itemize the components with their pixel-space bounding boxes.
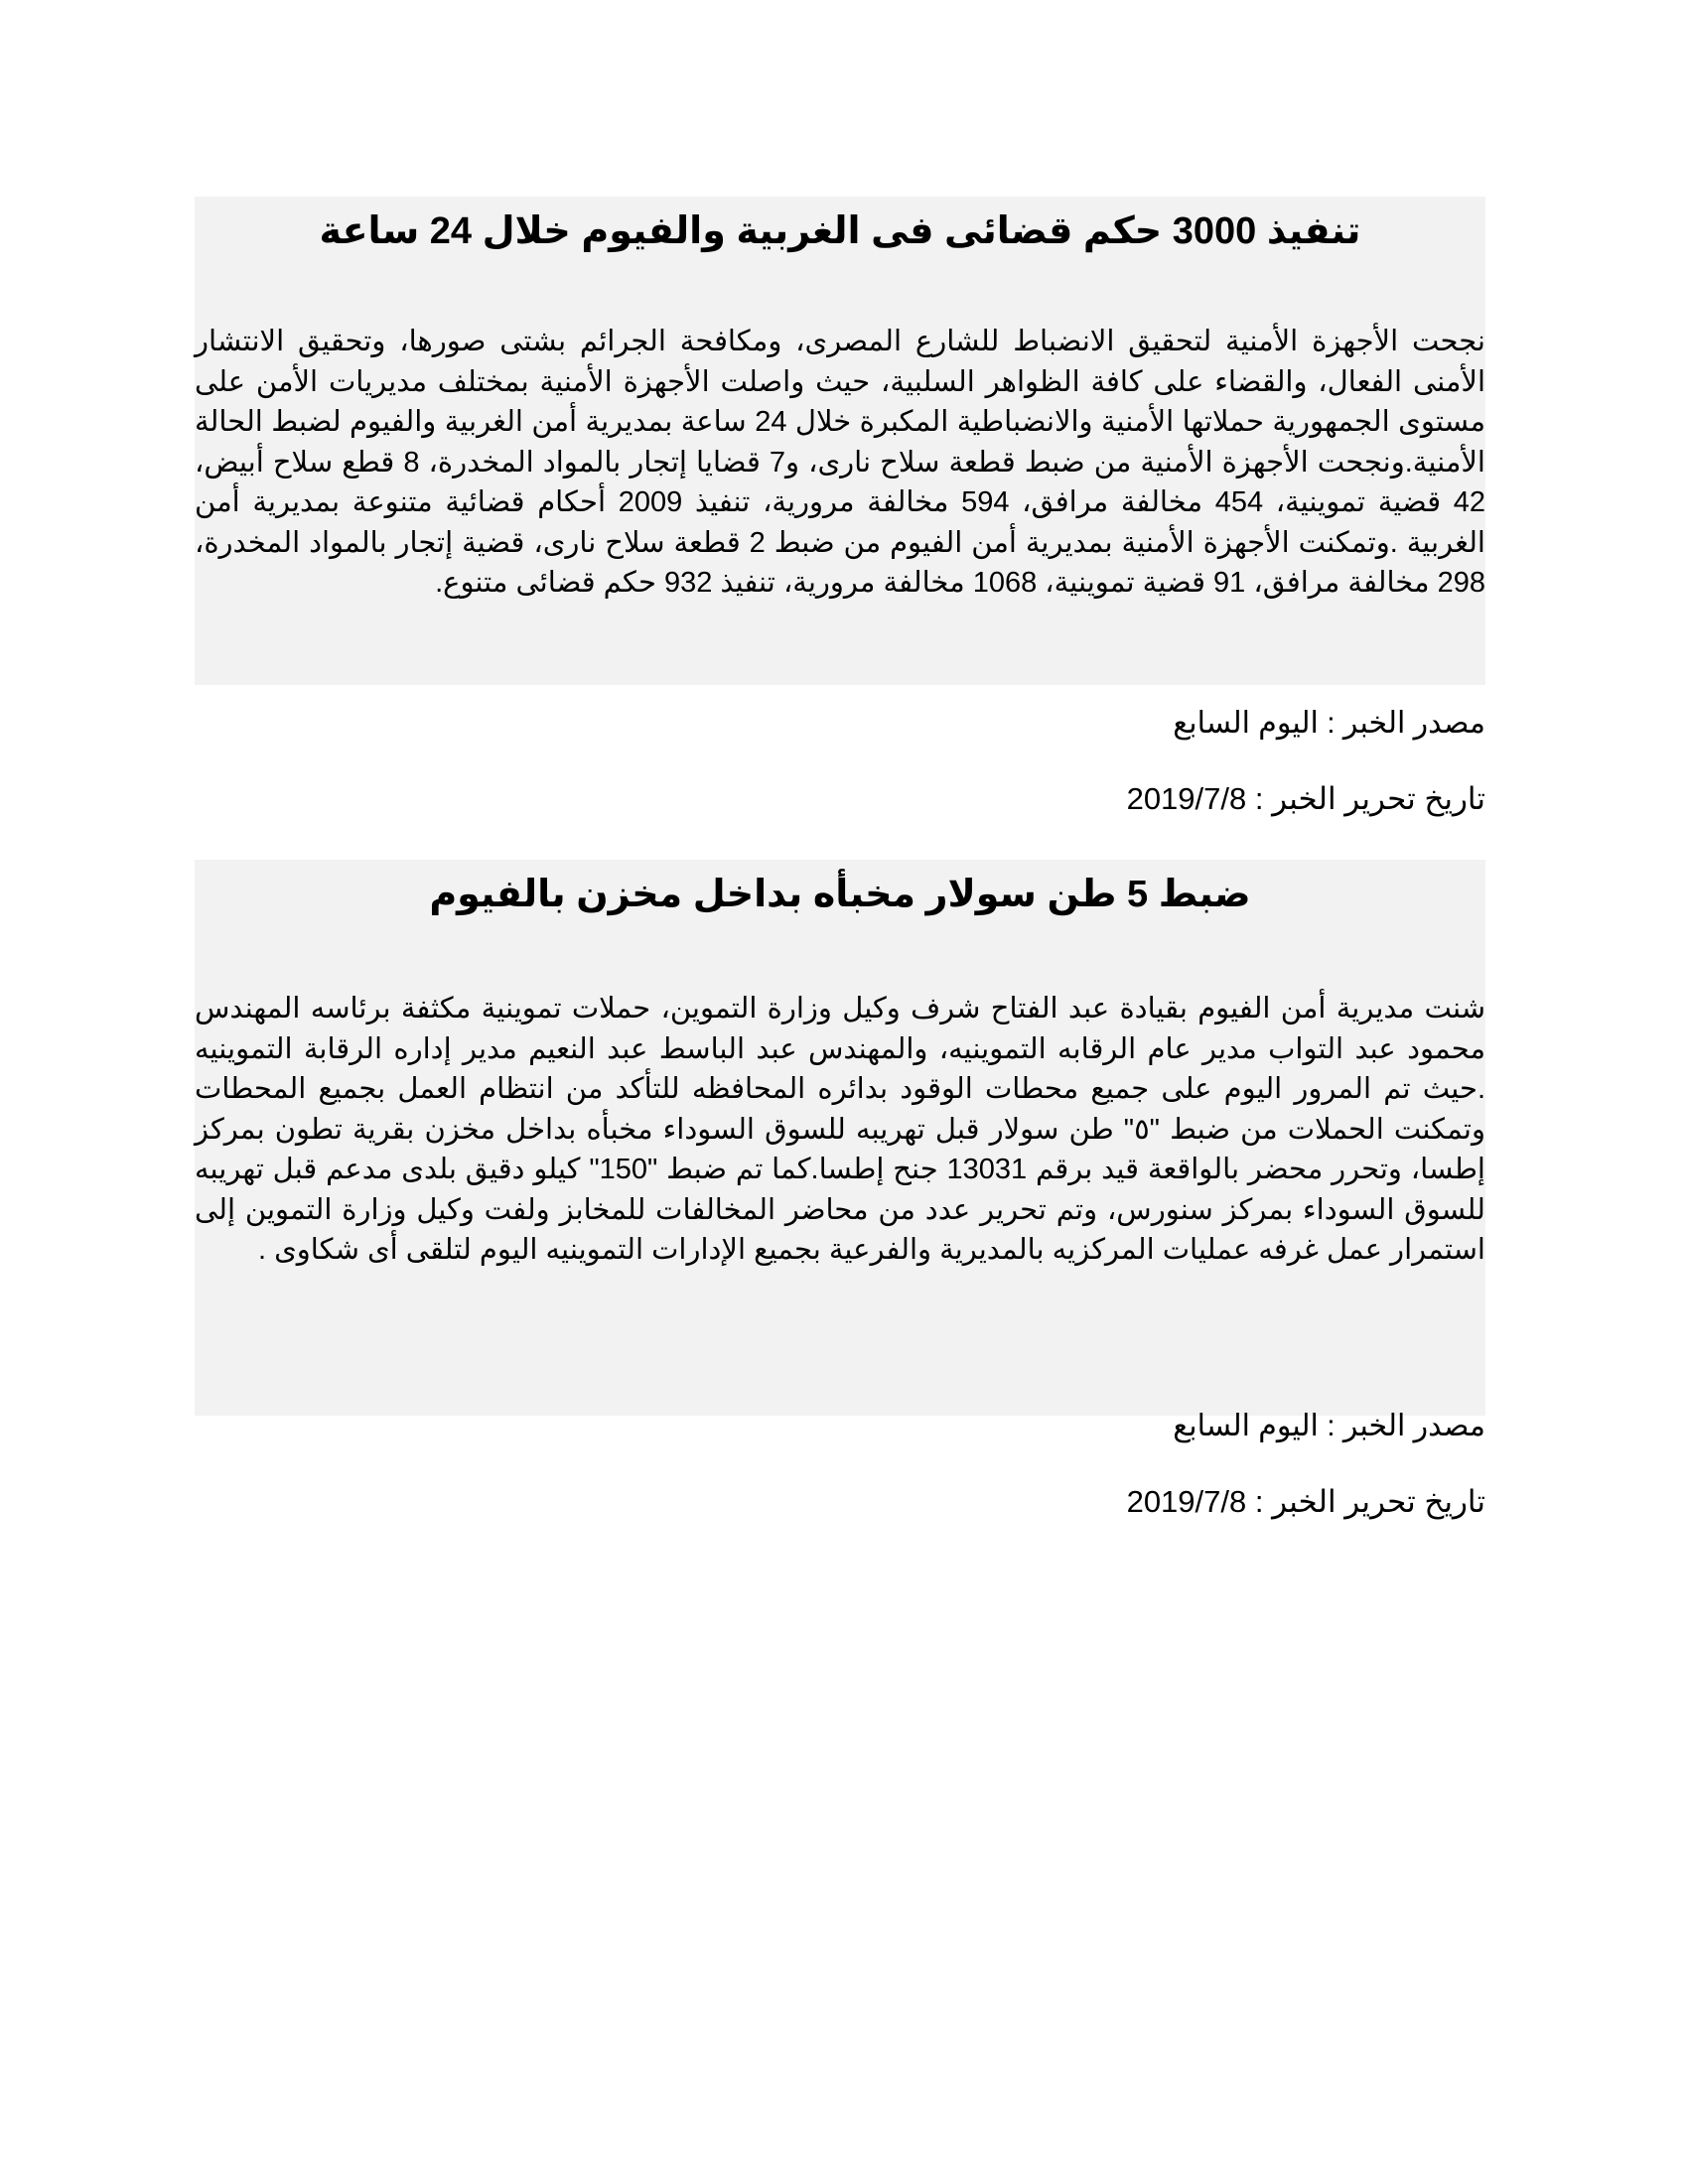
article-1-body: نجحت الأجهزة الأمنية لتحقيق الانضباط للشارع المصرى، ومكافحة الجرائم بشتى صورها، وتحقيق الانتشار الأمنى الفعال، والقضاء على كافة الظواهر السلبية، حيث واصلت الأجهزة الأمنية بمختلف مديريات الأمن على مستوى الجمهورية حملاتها الأمنية والانضباطية المكبرة خلال 24 ساعة بمديرية أمن الغربية والفيوم لضبط الحالة الأمنية.ونجحت الأجهزة الأمنية من ضبط قطعة سلاح نارى، و7 قضايا إتجار بالمواد المخدرة، 8 قطع سلاح أبيض، 42 قضية تموينية، 454 مخالفة مرافق، 594 مخالفة مرورية، تنفيذ 2009 أحكام قضائية متنوعة بمديرية أمن الغربية .وتمكنت الأجهزة الأمنية بمديرية أمن الفيوم من ضبط 2 قطعة سلاح نارى، قضية إتجار بالمواد المخدرة، 298 مخالفة مرافق، 91 قضية تموينية، 1068 مخالفة مرورية، تنفيذ 932 حكم قضائى متنوع. [195, 326, 1485, 599]
article-1-date: تاريخ تحرير الخبر : 2019/7/8 [1126, 781, 1485, 816]
article-2-body: شنت مديرية أمن الفيوم بقيادة عبد الفتاح شرف وكيل وزارة التموين، حملات تموينية مكثفة برئاسه المهندس محمود عبد التواب مدير عام الرقابه التموينيه، والمهندس عبد الباسط عبد النعيم مدير إداره الرقابة التموينيه .حيث تم المرور اليوم على جميع محطات الوقود بدائره المحافظه للتأكد من انتظام العمل بجميع المحطات وتمكنت الحملات من ضبط "٥" طن سولار قبل تهريبه للسوق السوداء مخبأه بداخل مخزن بقرية تطون بمركز إطسا، وتحرر محضر بالواقعة قيد برقم 13031 جنح إطسا.كما تم ضبط "150" كيلو دقيق بلدى مدعم قبل تهريبه للسوق السوداء بمركز سنورس، وتم تحرير عدد من محاضر المخالفات للمخابز ولفت وكيل وزارة التموين إلى استمرار عمل غرفه عمليات المركزيه بالمديرية والفرعية بجميع الإدارات التموينيه اليوم لتلقى أى شكاوى . [195, 993, 1485, 1266]
article-2 [195, 860, 1485, 1416]
article-2-date: تاريخ تحرير الخبر : 2019/7/8 [1126, 1484, 1485, 1519]
article-2-headline: ضبط 5 طن سولار مخبأه بداخل مخزن بالفيوم [429, 874, 1251, 915]
article-1 [195, 197, 1485, 685]
article-1-source: مصدر الخبر : اليوم السابع [1173, 707, 1485, 740]
article-1-headline: تنفيذ 3000 حكم قضائى فى الغربية والفيوم خلال 24 ساعة [319, 210, 1361, 252]
article-2-source: مصدر الخبر : اليوم السابع [1173, 1410, 1485, 1442]
